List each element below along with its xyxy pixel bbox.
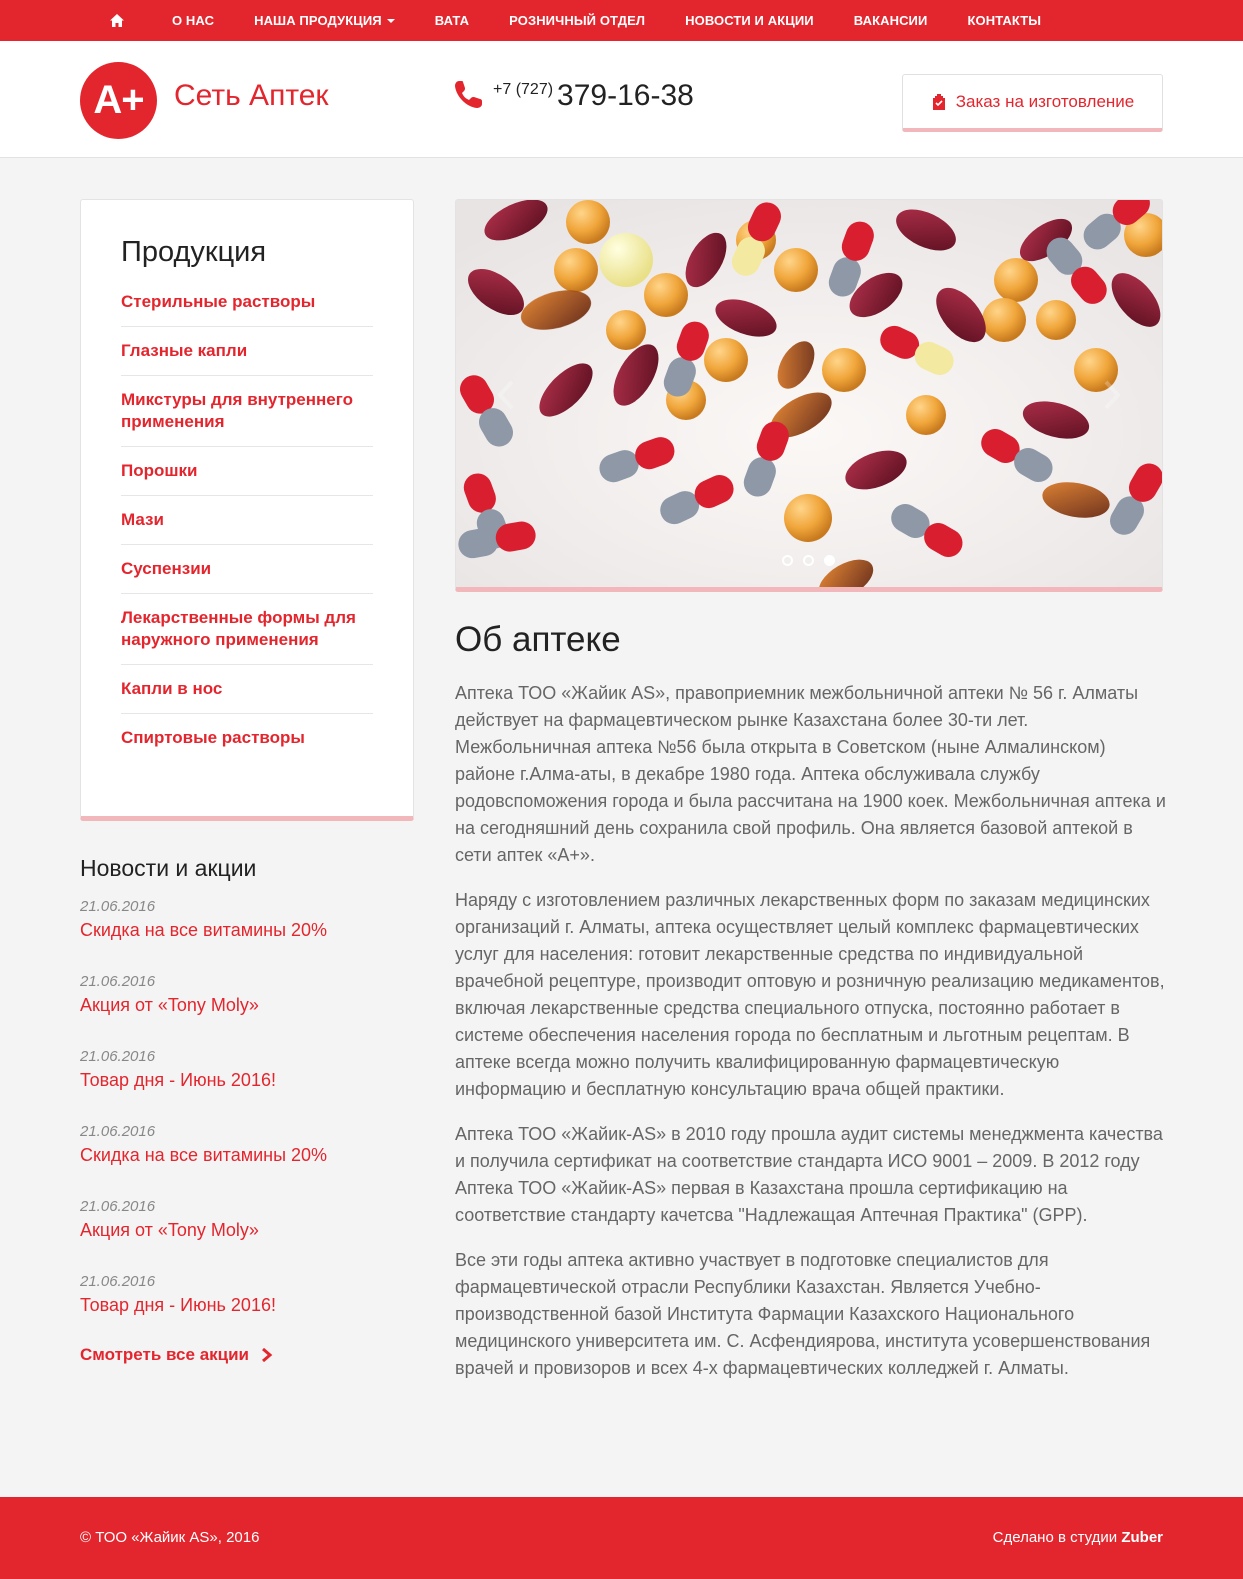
sidebar-title: Продукция bbox=[121, 236, 267, 268]
news-title: Новости и акции bbox=[80, 855, 257, 881]
news-link[interactable]: Товар дня - Июнь 2016! bbox=[80, 1295, 276, 1315]
nav-news[interactable]: НОВОСТИ И АКЦИИ bbox=[685, 13, 814, 28]
news-link[interactable]: Скидка на все витамины 20% bbox=[80, 1145, 328, 1165]
news-date: 21.06.2016 bbox=[80, 1273, 156, 1290]
all-news-link[interactable] bbox=[80, 1345, 414, 1365]
clipboard-icon bbox=[931, 94, 947, 110]
logo-mark[interactable]: A+ bbox=[80, 62, 157, 139]
news-link[interactable]: Акция от «Tony Moly» bbox=[80, 995, 259, 1015]
all-news-label: Смотреть все акции bbox=[80, 1345, 250, 1364]
site-footer bbox=[0, 1497, 1243, 1579]
slider-dot[interactable] bbox=[782, 555, 793, 566]
sidebar-item-external-forms[interactable]: Лекарственные формы для наружного применения bbox=[121, 594, 373, 665]
phone-icon bbox=[452, 79, 484, 111]
news-link[interactable]: Скидка на все витамины 20% bbox=[80, 920, 328, 940]
nav-retail[interactable]: РОЗНИЧНЫЙ ОТДЕЛ bbox=[509, 13, 646, 28]
slider-prev-icon[interactable] bbox=[496, 380, 516, 410]
nav-about[interactable]: О НАС bbox=[172, 13, 215, 28]
nav-contacts[interactable]: КОНТАКТЫ bbox=[967, 13, 1042, 28]
sidebar-item-mixtures[interactable]: Микстуры для внутреннего применения bbox=[121, 376, 373, 447]
news-item bbox=[80, 1123, 414, 1166]
news-date: 21.06.2016 bbox=[80, 973, 156, 990]
sidebar-item-sterile-solutions[interactable]: Стерильные растворы bbox=[121, 291, 373, 327]
home-link[interactable] bbox=[110, 14, 124, 27]
sidebar-item-powders[interactable]: Порошки bbox=[121, 447, 373, 496]
order-button[interactable] bbox=[902, 74, 1163, 132]
chevron-right-icon bbox=[261, 1348, 273, 1362]
image-slider[interactable] bbox=[455, 199, 1163, 592]
studio-credit-prefix: Сделано в студии bbox=[992, 1529, 1118, 1546]
pills-image bbox=[456, 200, 1163, 588]
news-item bbox=[80, 898, 414, 941]
news-link[interactable]: Акция от «Tony Moly» bbox=[80, 1220, 259, 1240]
order-button-label: Заказ на изготовление bbox=[955, 91, 1135, 111]
phone-digits: 379-16-38 bbox=[557, 79, 694, 112]
studio-credit[interactable] bbox=[993, 1529, 1163, 1546]
sidebar-item-nasal-drops[interactable]: Капли в нос bbox=[121, 665, 373, 714]
news-date: 21.06.2016 bbox=[80, 1048, 156, 1065]
nav-vacancies[interactable]: ВАКАНСИИ bbox=[853, 13, 928, 28]
phone-code: +7 (727) bbox=[493, 81, 554, 98]
news-date: 21.06.2016 bbox=[80, 898, 156, 915]
sidebar-item-alcohol-solutions[interactable]: Спиртовые растворы bbox=[121, 728, 305, 747]
products-list bbox=[121, 291, 373, 762]
products-sidebar bbox=[80, 199, 414, 821]
slider-dots bbox=[782, 555, 845, 566]
studio-name: Zuber bbox=[1121, 1529, 1163, 1546]
sidebar-item-suspensions[interactable]: Суспензии bbox=[121, 545, 373, 594]
article-paragraph: Наряду с изготовлением различных лекарственных форм по заказам медицинских организаций г. Алматы, аптека осуществляет целый комплекс фармацевтических услуг для населения: готовит лекарственные средства по индивидуальной врачебной рецептуре, производит оптовую и розничную реализацию медикаментов, включая лекарственные средства специального отпуска, постоянно работает в системе обеспечения населения города по бесплатным и льготным рецептам. В аптеке всегда можно получить квалифицированную фармацевтическую информацию и бесплатную консультацию врача общей практики. bbox=[455, 890, 1165, 1099]
news-date: 21.06.2016 bbox=[80, 1198, 156, 1215]
nav-products-label: НАША ПРОДУКЦИЯ bbox=[254, 13, 382, 28]
home-icon bbox=[110, 14, 124, 27]
sidebar-item-ointments[interactable]: Мази bbox=[121, 496, 373, 545]
nav-products[interactable] bbox=[254, 13, 395, 28]
slider-next-icon[interactable] bbox=[1102, 380, 1122, 410]
article-title: Об аптеке bbox=[455, 620, 621, 659]
news-item bbox=[80, 1048, 414, 1091]
article-paragraph: Все эти годы аптека активно участвует в подготовке специалистов для фармацевтической отрасли Республики Казахстан. Является Учебно-производственной базой Института Фармации Казахского Национального медицинского университета им. С. Асфендиярова, института усовершенствования врачей и провизоров и всех 4-х фармацевтических колледжей г. Алматы. bbox=[455, 1250, 1151, 1378]
slider-dot[interactable] bbox=[803, 555, 814, 566]
copyright: © ТОО «Жайик AS», 2016 bbox=[80, 1529, 260, 1546]
slider-dot-active[interactable] bbox=[824, 555, 835, 566]
sidebar-item-eye-drops[interactable]: Глазные капли bbox=[121, 327, 373, 376]
news-section bbox=[80, 855, 414, 1365]
news-item bbox=[80, 1273, 414, 1316]
logo-text[interactable]: Сеть Аптек bbox=[174, 79, 329, 112]
phone-number[interactable] bbox=[493, 79, 694, 113]
article-paragraph: Аптека ТОО «Жайик AS», правоприемник межбольничной аптеки № 56 г. Алматы действует на фармацевтическом рынке Казахстана более 30-ти лет. Межбольничная аптека №56 была открыта в Советском (ныне Алмалинском) районе г.Алма-аты, в декабре 1980 года. Аптека обслуживала службу родовспоможения города и была рассчитана на 1900 коек. Межбольничная аптека и на сегодняшний день сохранила свой профиль. Она является базовой аптекой в сети аптек «А+». bbox=[455, 683, 1166, 865]
about-article bbox=[455, 620, 1167, 1400]
nav-cotton[interactable]: ВАТА bbox=[434, 13, 470, 28]
article-paragraph: Аптека ТОО «Жайик-AS» в 2010 году прошла аудит системы менеджмента качества и получила сертификат на соответствие стандарта ИСО 9001 – 2009. В 2012 году Аптека ТОО «Жайик-AS» первая в Казахстана прошла сертификацию на соответствие стандарту качетсва "Надлежащая Аптечная Практика" (GPP). bbox=[455, 1124, 1163, 1225]
news-item bbox=[80, 1198, 414, 1241]
news-item bbox=[80, 973, 414, 1016]
news-date: 21.06.2016 bbox=[80, 1123, 156, 1140]
top-navigation bbox=[0, 0, 1243, 41]
news-link[interactable]: Товар дня - Июнь 2016! bbox=[80, 1070, 276, 1090]
caret-down-icon bbox=[387, 19, 395, 23]
